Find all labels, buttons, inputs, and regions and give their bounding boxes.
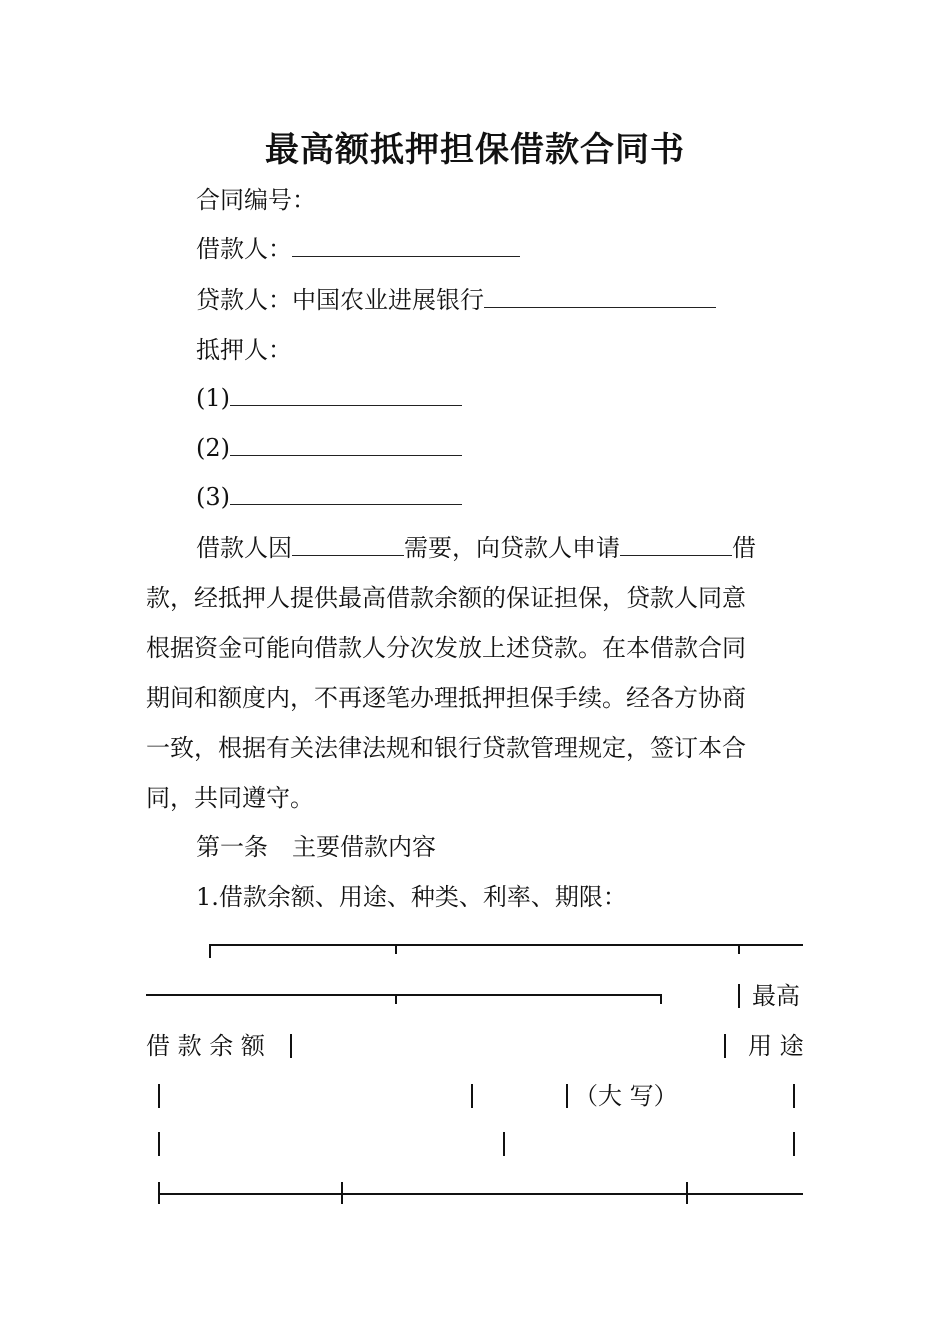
table-cell-max: 最高 [752, 982, 800, 1010]
table-rule [660, 994, 662, 1004]
table-rule [793, 1132, 795, 1156]
table-cell-capital: （大 写） [574, 1082, 678, 1110]
table-rule [209, 944, 211, 958]
mortgagor-blank [230, 383, 462, 406]
table-rule [341, 1182, 343, 1204]
mortgagor-number: (3) [196, 483, 230, 511]
paragraph-line: 款，经抵押人提供最高借款余额的保证担保，贷款人同意 [146, 584, 746, 612]
item-heading: 1.借款余额、用途、种类、利率、期限： [196, 883, 627, 911]
table-rule [724, 1034, 726, 1058]
borrower-blank [292, 234, 520, 257]
mortgagor-number: (2) [196, 434, 230, 462]
table-rule [471, 1084, 473, 1108]
table-rule [738, 984, 740, 1008]
paragraph-line [196, 532, 756, 564]
table-rule [209, 944, 803, 946]
lender-label: 贷款人：中国农业进展银行 [196, 286, 484, 314]
contract-number-label: 合同编号： [196, 186, 316, 214]
table-rule [738, 944, 740, 954]
table-rule [158, 1132, 160, 1156]
amount-blank [620, 533, 732, 556]
table-cell-loan-balance: 借 款 余 额 [146, 1032, 265, 1060]
paragraph-text: 借款人因 [196, 534, 292, 562]
table-rule [290, 1034, 292, 1058]
borrower-label: 借款人： [196, 235, 292, 263]
mortgagor-number: (1) [196, 384, 230, 412]
document-title: 最高额抵押担保借款合同书 [265, 130, 685, 170]
table-rule [395, 944, 397, 954]
paragraph-text: 借 [732, 534, 756, 562]
mortgagor-blank [230, 433, 462, 456]
table-rule [686, 1182, 688, 1204]
table-rule [566, 1084, 568, 1108]
lender-row [196, 284, 716, 316]
table-rule [158, 1182, 160, 1204]
paragraph-line: 同，共同遵守。 [146, 784, 314, 812]
borrower-row [196, 233, 520, 265]
lender-blank [484, 285, 716, 308]
table-rule [158, 1084, 160, 1108]
article-heading: 第一条 主要借款内容 [196, 833, 436, 861]
paragraph-line: 期间和额度内，不再逐笔办理抵押担保手续。经各方协商 [146, 684, 746, 712]
mortgagor-row [196, 481, 462, 513]
table-rule [146, 994, 662, 996]
mortgagor-row [196, 432, 462, 464]
table-rule [395, 994, 397, 1004]
table-rule [503, 1132, 505, 1156]
table-cell-purpose: 用 途 [748, 1032, 804, 1060]
purpose-blank [292, 533, 404, 556]
mortgagor-row [196, 382, 462, 414]
paragraph-line: 一致，根据有关法律法规和银行贷款管理规定，签订本合 [146, 734, 746, 762]
mortgagor-blank [230, 482, 462, 505]
mortgagor-label: 抵押人： [196, 336, 292, 364]
paragraph-text: 需要，向贷款人申请 [404, 534, 620, 562]
paragraph-line: 根据资金可能向借款人分次发放上述贷款。在本借款合同 [146, 634, 746, 662]
table-rule [158, 1193, 803, 1195]
table-rule [793, 1084, 795, 1108]
